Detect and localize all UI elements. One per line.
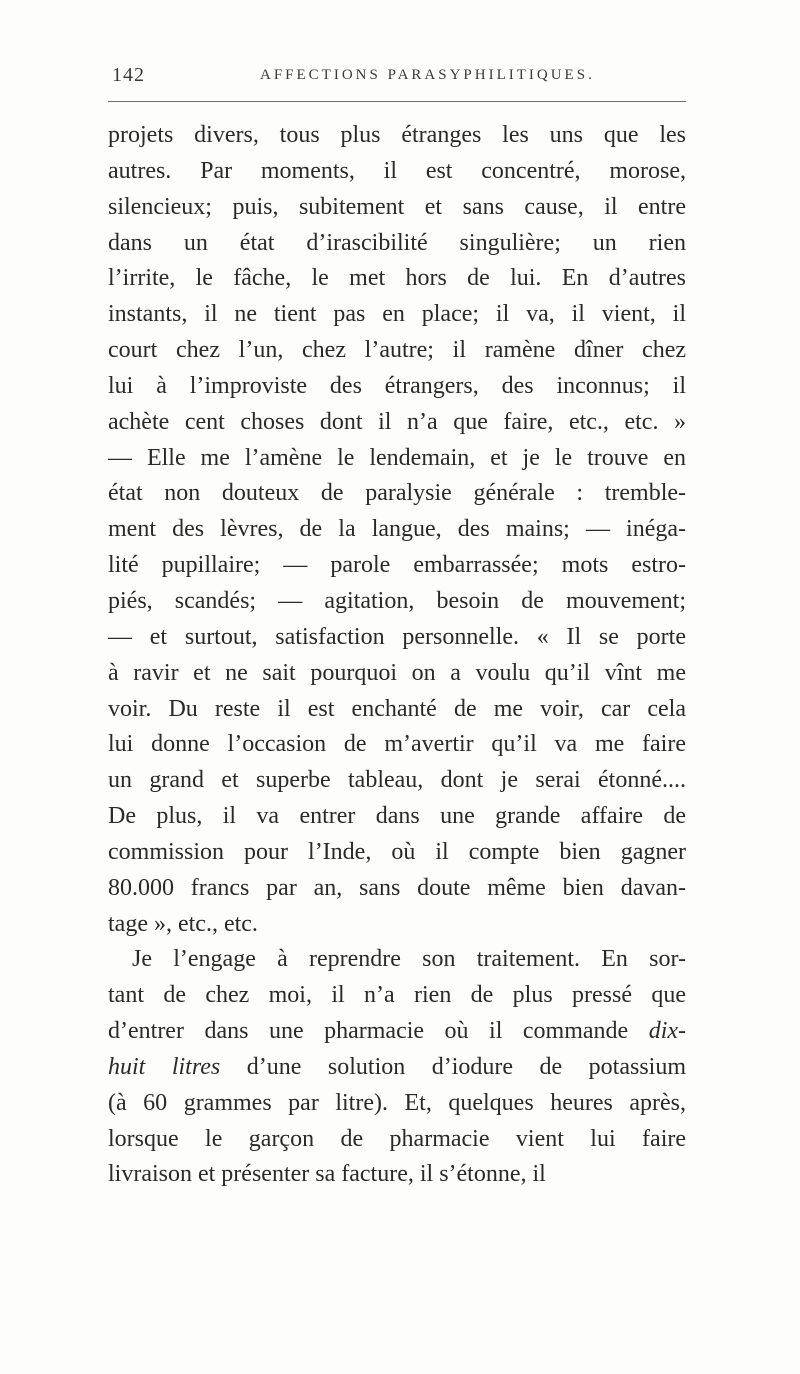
header-rule xyxy=(108,101,686,102)
text-line: lorsque le garçon de pharmacie vient lui faire xyxy=(108,1125,686,1152)
page-number: 142 xyxy=(112,64,145,86)
text-line: piés, scandés; — agitation, besoin de mouvement; xyxy=(108,587,686,614)
text-line: autres. Par moments, il est concentré, morose, xyxy=(108,157,686,184)
text-segment: d’entrer dans une pharmacie où il commande xyxy=(108,1018,629,1045)
running-title: AFFECTIONS PARASYPHILITIQUES. xyxy=(260,67,595,83)
text-line: lité pupillaire; — parole embarrassée; mots estro- xyxy=(108,552,686,579)
text-line: projets divers, tous plus étranges les uns que les xyxy=(108,122,686,148)
text-line-mixed xyxy=(108,1014,686,1050)
text-line: tant de chez moi, il n’a rien de plus pressé que xyxy=(108,982,686,1009)
text-line: 80.000 francs par an, sans doute même bien davan- xyxy=(108,874,686,901)
running-head xyxy=(108,64,680,88)
text-line: court chez l’un, chez l’autre; il ramène dîner chez xyxy=(108,337,686,364)
text-line: tage », etc., etc. xyxy=(108,910,258,937)
text-line: ment des lèvres, de la langue, des mains; — inéga- xyxy=(108,516,686,543)
text-line: un grand et superbe tableau, dont je serai étonné.... xyxy=(108,767,686,794)
body-text xyxy=(108,118,686,1193)
text-line: (à 60 grammes par litre). Et, quelques heures après, xyxy=(108,1089,686,1116)
italic-segment: huit litres xyxy=(108,1053,221,1080)
text-line: lui à l’improviste des étrangers, des inconnus; il xyxy=(108,372,686,399)
text-line: — et surtout, satisfaction personnelle. « Il se porte xyxy=(108,623,686,650)
text-line: dans un état d’irascibilité singulière; un rien xyxy=(108,229,686,256)
text-line: état non douteux de paralysie générale : tremble- xyxy=(108,480,686,507)
text-line: achète cent choses dont il n’a que faire, etc., etc. » xyxy=(108,408,686,435)
text-segment: d’une solution d’iodure de potassium xyxy=(246,1053,687,1080)
text-line: livraison et présenter sa facture, il s’étonne, il xyxy=(108,1161,546,1188)
text-line: — Elle me l’amène le lendemain, et je le trouve en xyxy=(108,444,686,471)
text-line: voir. Du reste il est enchanté de me voir, car cela xyxy=(108,695,686,722)
text-line: Je l’engage à reprendre son traitement. En sor- xyxy=(132,946,686,973)
text-line: commission pour l’Inde, où il compte bien gagner xyxy=(108,838,686,865)
text-line: instants, il ne tient pas en place; il va, il vient, il xyxy=(108,301,686,328)
italic-segment: dix- xyxy=(648,1018,687,1045)
text-line: silencieux; puis, subitement et sans cause, il entre xyxy=(108,193,686,220)
text-line: De plus, il va entrer dans une grande affaire de xyxy=(108,803,686,830)
text-line: l’irrite, le fâche, le met hors de lui. En d’autres xyxy=(108,265,686,292)
text-line-mixed xyxy=(108,1050,686,1086)
text-line: à ravir et ne sait pourquoi on a voulu qu’il vînt me xyxy=(108,659,686,686)
text-line: lui donne l’occasion de m’avertir qu’il va me faire xyxy=(108,731,686,758)
